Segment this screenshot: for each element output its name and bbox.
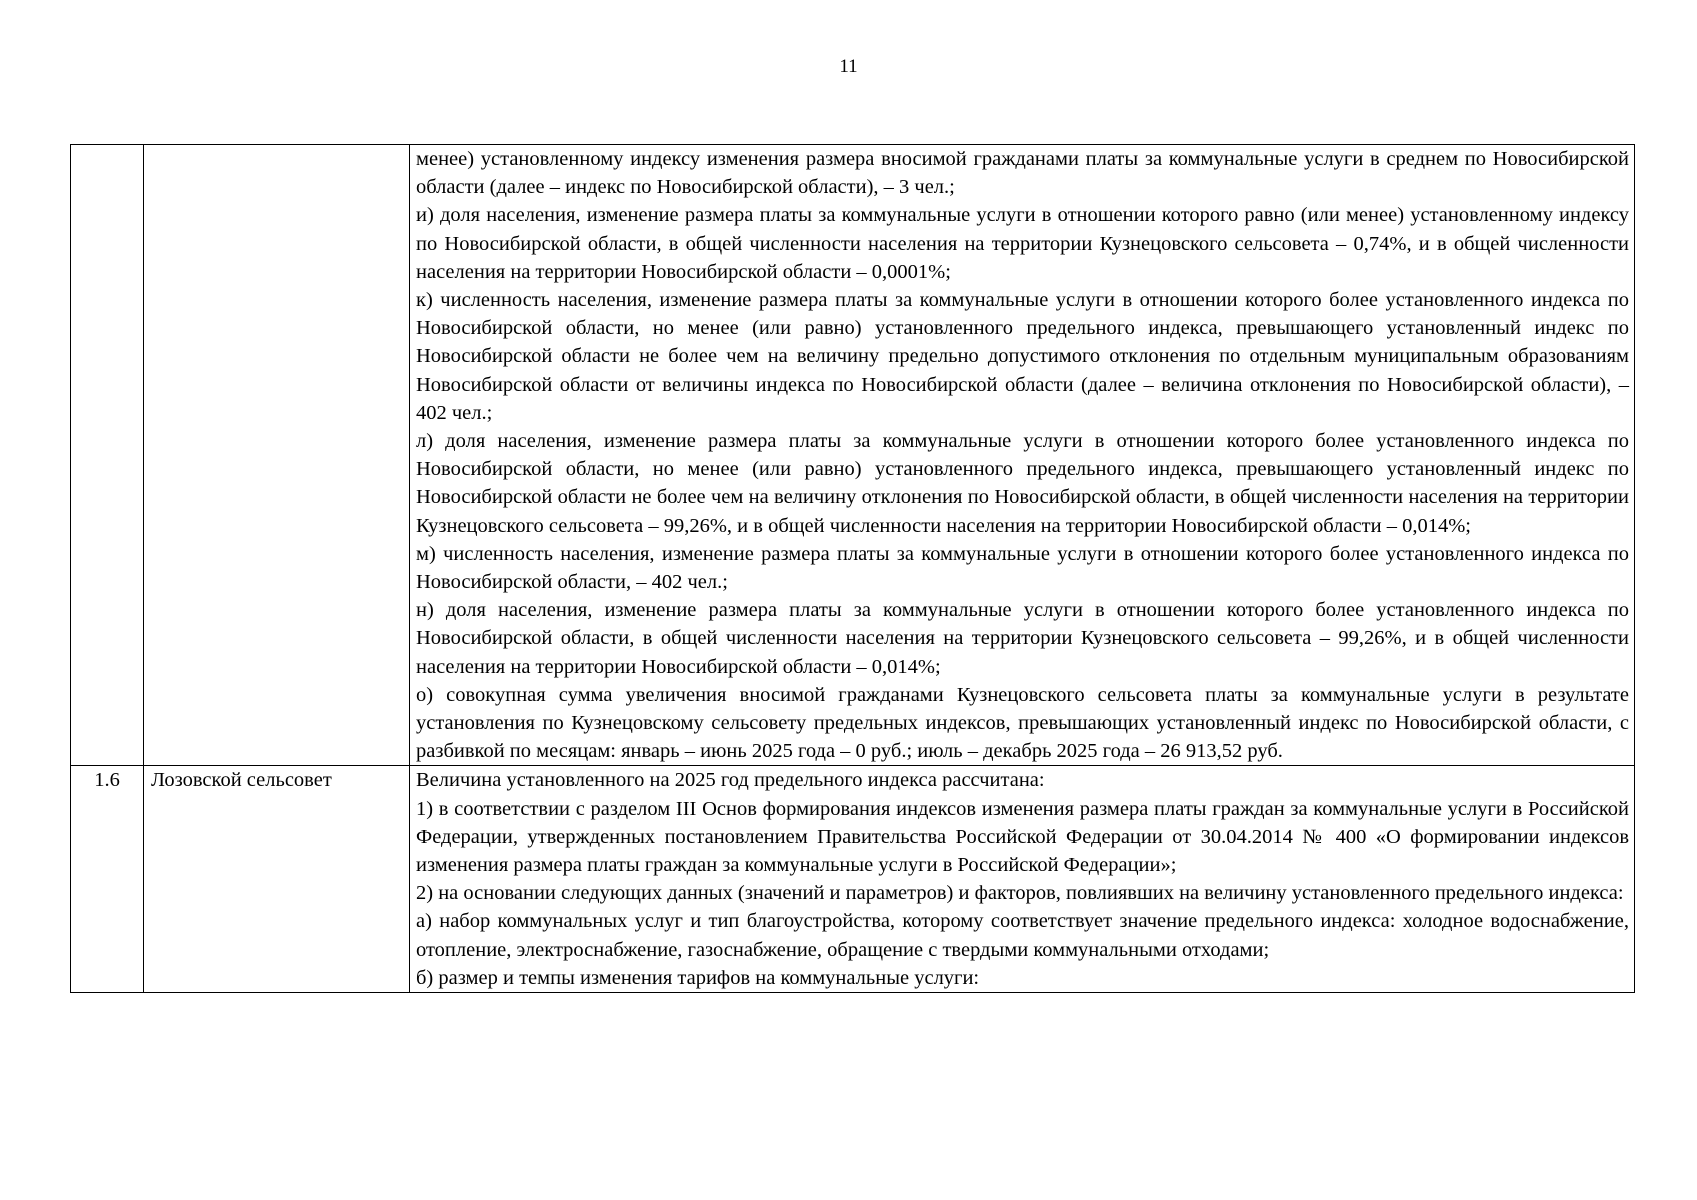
description-cell — [410, 145, 1635, 766]
municipality-name-cell — [144, 145, 410, 766]
paragraph: к) численность населения, изменение размера платы за коммунальные услуги в отношении которого более установленного индекса по Новосибирской области, но менее (или равно) установленного предельного индекса, превышающего установленный индекс по Новосибирской области не более чем на величину предельно допустимого отклонения по отдельным муниципальным образованиям Новосибирской области от величины индекса по Новосибирской области (далее – величина отклонения по Новосибирской области), – 402 чел.; — [416, 289, 1629, 424]
row-number-cell: 1.6 — [71, 766, 144, 993]
paragraph: м) численность населения, изменение размера платы за коммунальные услуги в отношении которого более установленного индекса по Новосибирской области, – 402 чел.; — [416, 542, 1629, 594]
paragraph: л) доля населения, изменение размера платы за коммунальные услуги в отношении которого более установленного индекса по Новосибирской области, но менее (или равно) установленного предельного индекса, превышающего установленный индекс по Новосибирской области не более чем на величину отклонения по Новосибирской области, в общей численности населения на территории Кузнецовского сельсовета – 99,26%, и в общей численности населения на территории Новосибирской области – 0,014%; — [416, 430, 1629, 537]
paragraph: 1) в соответствии с разделом III Основ формирования индексов изменения размера платы граждан за коммунальные услуги в Российской Федерации, утвержденных постановлением Правительства Российской Федерации от 30.04.2014 № 400 «О формировании индексов изменения размера платы граждан за коммунальные услуги в Российской Федерации»; — [416, 797, 1629, 877]
document-table — [70, 144, 1635, 993]
paragraph: о) совокупная сумма увеличения вносимой гражданами Кузнецовского сельсовета платы за коммунальные услуги в результате установления по Кузнецовскому сельсовету предельных индексов, превышающих установленный индекс по Новосибирской области, с разбивкой по месяцам: январь – июнь 2025 года – 0 руб.; июль – декабрь 2025 года – 26 913,52 руб. — [416, 683, 1629, 763]
table-row — [71, 145, 1635, 766]
paragraph: менее) установленному индексу изменения размера вносимой гражданами платы за коммунальные услуги в среднем по Новосибирской области (далее – индекс по Новосибирской области), – 3 чел.; — [416, 148, 1629, 199]
table-row — [71, 766, 1635, 993]
paragraph: 2) на основании следующих данных (значений и параметров) и факторов, повлиявших на величину установленного предельного индекса: — [416, 882, 1624, 905]
description-cell — [410, 766, 1635, 993]
page-number: 11 — [839, 56, 858, 77]
paragraph: Величина установленного на 2025 год предельного индекса рассчитана: — [416, 769, 1045, 792]
paragraph: н) доля населения, изменение размера платы за коммунальные услуги в отношении которого более установленного индекса по Новосибирской области, в общей численности населения на территории Кузнецовского сельсовета – 99,26%, и в общей численности населения на территории Новосибирской области – 0,014%; — [416, 599, 1629, 678]
paragraph: б) размер и темпы изменения тарифов на коммунальные услуги: — [416, 966, 980, 989]
municipality-name-cell: Лозовской сельсовет — [144, 766, 410, 993]
paragraph: а) набор коммунальных услуг и тип благоустройства, которому соответствует значение предельного индекса: холодное водоснабжение, отопление, электроснабжение, газоснабжение, обращение с твердыми коммунальными отходами; — [416, 910, 1629, 961]
row-number-cell — [71, 145, 144, 766]
paragraph: и) доля населения, изменение размера платы за коммунальные услуги в отношении которого равно (или менее) установленному индексу по Новосибирской области, в общей численности населения на территории Кузнецовского сельсовета – 0,74%, и в общей численности населения на территории Новосибирской области – 0,0001%; — [416, 204, 1629, 283]
